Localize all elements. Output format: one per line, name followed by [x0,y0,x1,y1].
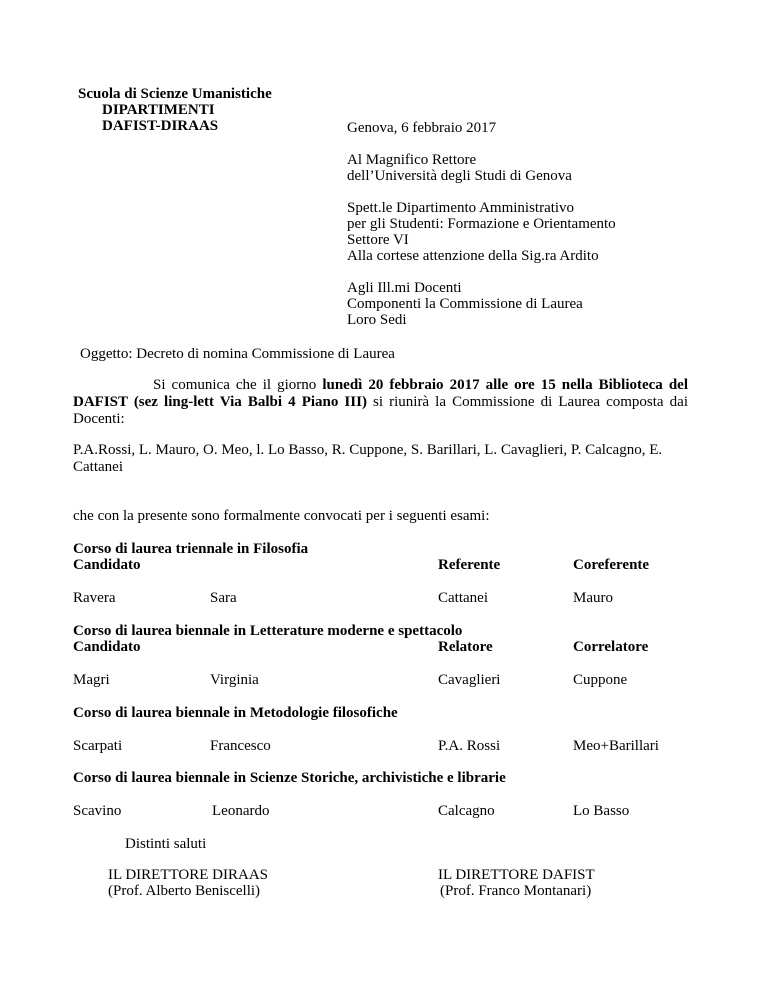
candidate-surname: Scarpati [73,738,123,754]
recipient-line: Agli Ill.mi Docenti [347,280,462,296]
signature-name: (Prof. Alberto Beniscelli) [108,883,261,899]
commission-members: P.A.Rossi, L. Mauro, O. Meo, l. Lo Basso, R. Cuppone, S. Barillari, L. Cavaglieri, P. Calcagno, E. Cattanei [73,442,663,475]
candidate-name: Sara [210,590,237,606]
referente: Cattanei [438,590,488,606]
closing-greeting: Distinti saluti [125,836,207,852]
column-header: Referente [438,557,501,573]
column-header: Coreferente [573,557,650,573]
coreferente: Mauro [573,590,613,606]
department-names: DAFIST-DIRAAS [102,118,219,134]
course-title: Corso di laurea biennale in Metodologie filosofiche [73,705,398,721]
signature-role: IL DIRETTORE DAFIST [438,867,595,883]
department-label: DIPARTIMENTI [102,102,215,118]
intro-text-end: si riunirà la Commissione di Laurea composta dai Docenti: [73,394,688,427]
column-header: Correlatore [573,639,649,655]
relatore: Calcagno [438,803,495,819]
candidate-name: Leonardo [212,803,270,819]
column-header: Relatore [438,639,493,655]
intro-paragraph [73,377,688,428]
correlatore: Lo Basso [573,803,630,819]
candidate-header: Candidato [73,639,141,655]
intro-text: Si comunica che il giorno [153,377,323,393]
school-name: Scuola di Scienze Umanistiche [78,86,272,102]
signature-role: IL DIRETTORE DIRAAS [108,867,268,883]
recipient-line: Componenti la Commissione di Laurea [347,296,583,312]
correlatore: Meo+Barillari [573,738,659,754]
recipient-line: dell’Università degli Studi di Genova [347,168,572,184]
convocation-text: che con la presente sono formalmente convocati per i seguenti esami: [73,508,490,524]
relatore: P.A. Rossi [438,738,501,754]
recipient-line: Alla cortese attenzione della Sig.ra Ardito [347,248,599,264]
candidate-header: Candidato [73,557,141,573]
relatore: Cavaglieri [438,672,501,688]
subject-line: Oggetto: Decreto di nomina Commissione di Laurea [80,346,395,362]
course-title: Corso di laurea triennale in Filosofia [73,541,309,557]
candidate-surname: Magri [73,672,110,688]
candidate-surname: Ravera [73,590,116,606]
place-date: Genova, 6 febbraio 2017 [347,120,497,136]
intro-bold-text: lunedì 20 febbraio 2017 alle ore 15 nella Biblioteca del DAFIST (sez ling-lett Via Balbi 4 Piano III) [73,377,688,410]
recipient-line: per gli Studenti: Formazione e Orientamento [347,216,616,232]
course-title: Corso di laurea biennale in Scienze Storiche, archivistiche e librarie [73,770,506,786]
candidate-surname: Scavino [73,803,122,819]
candidate-name: Virginia [210,672,259,688]
signature-name: (Prof. Franco Montanari) [440,883,592,899]
recipient-line: Al Magnifico Rettore [347,152,477,168]
recipient-line: Settore VI [347,232,409,248]
course-title: Corso di laurea biennale in Letterature moderne e spettacolo [73,623,463,639]
candidate-name: Francesco [210,738,271,754]
recipient-line: Loro Sedi [347,312,407,328]
recipient-line: Spett.le Dipartimento Amministrativo [347,200,575,216]
correlatore: Cuppone [573,672,628,688]
